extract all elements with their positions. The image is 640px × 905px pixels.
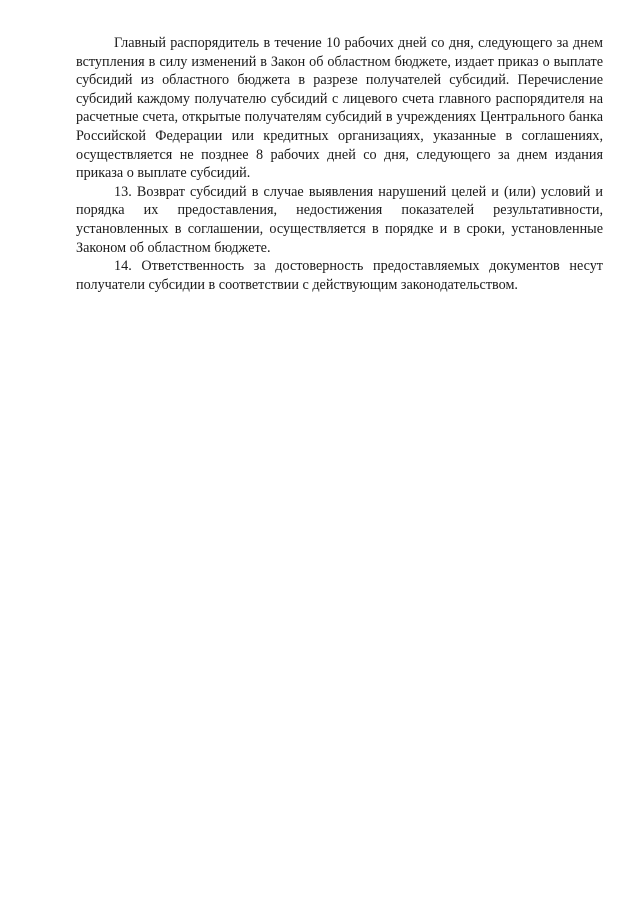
paragraph-payment-order: Главный распорядитель в течение 10 рабочих дней со дня, следующего за днем вступления в силу изменений в Закон об областном бюджете, издает приказ о выплате субсидий из областного бюджета в разрезе получателей субсидий. Перечисление субсидий каждому получателю субсидий с лицевого счета главного распорядителя на расчетные счета, открытые получателям субсидий в учреждениях Центрального банка Российской Федерации или кредитных организациях, указанные в соглашениях, осуществляется не позднее 8 рабочих дней со дня, следующего за днем издания приказа о выплате субсидий. [76,35,603,182]
document-body [76,34,603,294]
paragraph-13-subsidy-return: 13. Возврат субсидий в случае выявления нарушений целей и (или) условий и порядка их предоставления, недостижения показателей результативности, установленных в соглашении, осуществляется в порядке и в сроки, установленные Законом об областном бюджете. [76,183,603,256]
paragraph-14-responsibility: 14. Ответственность за достоверность предоставляемых документов несут получатели субсидии в соответствии с действующим законодательством. [76,258,603,293]
